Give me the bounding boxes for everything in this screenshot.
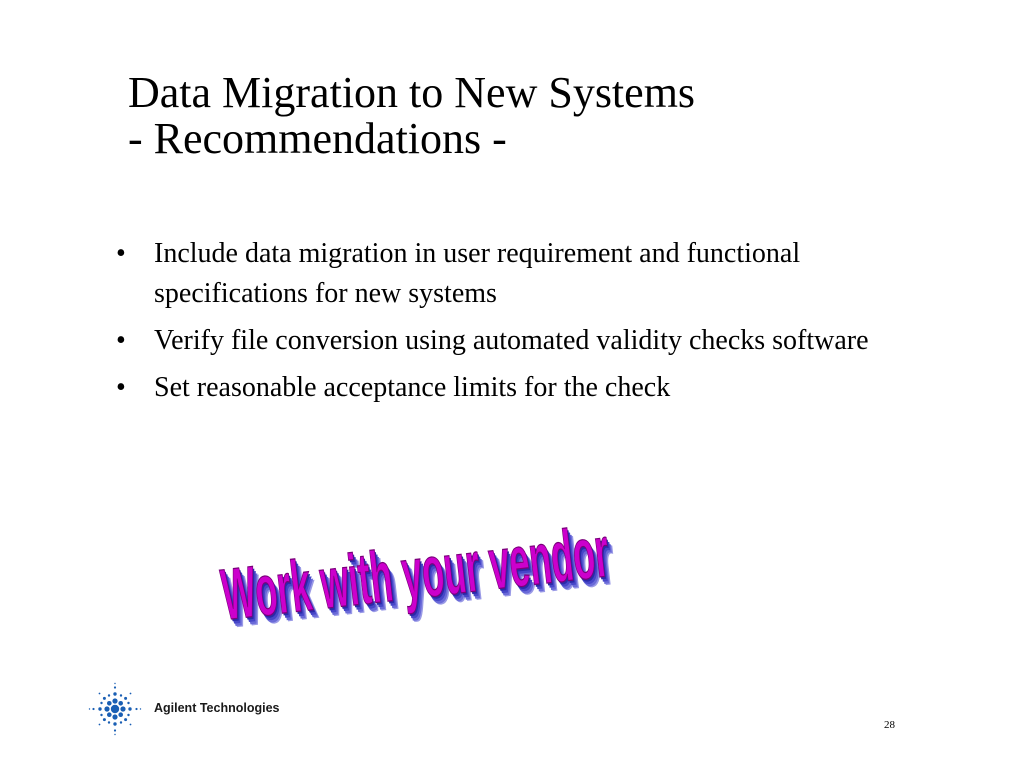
bullet-marker: • — [116, 238, 126, 269]
bullet-marker: • — [116, 372, 126, 403]
bullet-item — [116, 321, 916, 361]
title-line-1: Data Migration to New Systems — [128, 68, 696, 117]
bullet-list — [116, 234, 916, 415]
agilent-logo — [88, 682, 288, 736]
bullet-item — [116, 368, 916, 408]
page-number: 28 — [884, 719, 895, 731]
bullet-text: Set reasonable acceptance limits for the check — [154, 372, 671, 403]
wordart-text: Work with your vendor — [217, 511, 614, 636]
agilent-spark-icon — [88, 682, 148, 736]
logo-brand-text: Agilent Technologies — [154, 701, 280, 715]
title-line-2: - Recommendations - — [128, 114, 507, 163]
bullet-text: Verify file conversion using automated validity checks software — [154, 325, 869, 356]
bullet-marker: • — [116, 325, 126, 356]
bullet-text: Include data migration in user requirement and functional specifications for new systems — [154, 238, 801, 309]
bullet-item — [116, 234, 916, 314]
slide-title — [128, 70, 928, 162]
